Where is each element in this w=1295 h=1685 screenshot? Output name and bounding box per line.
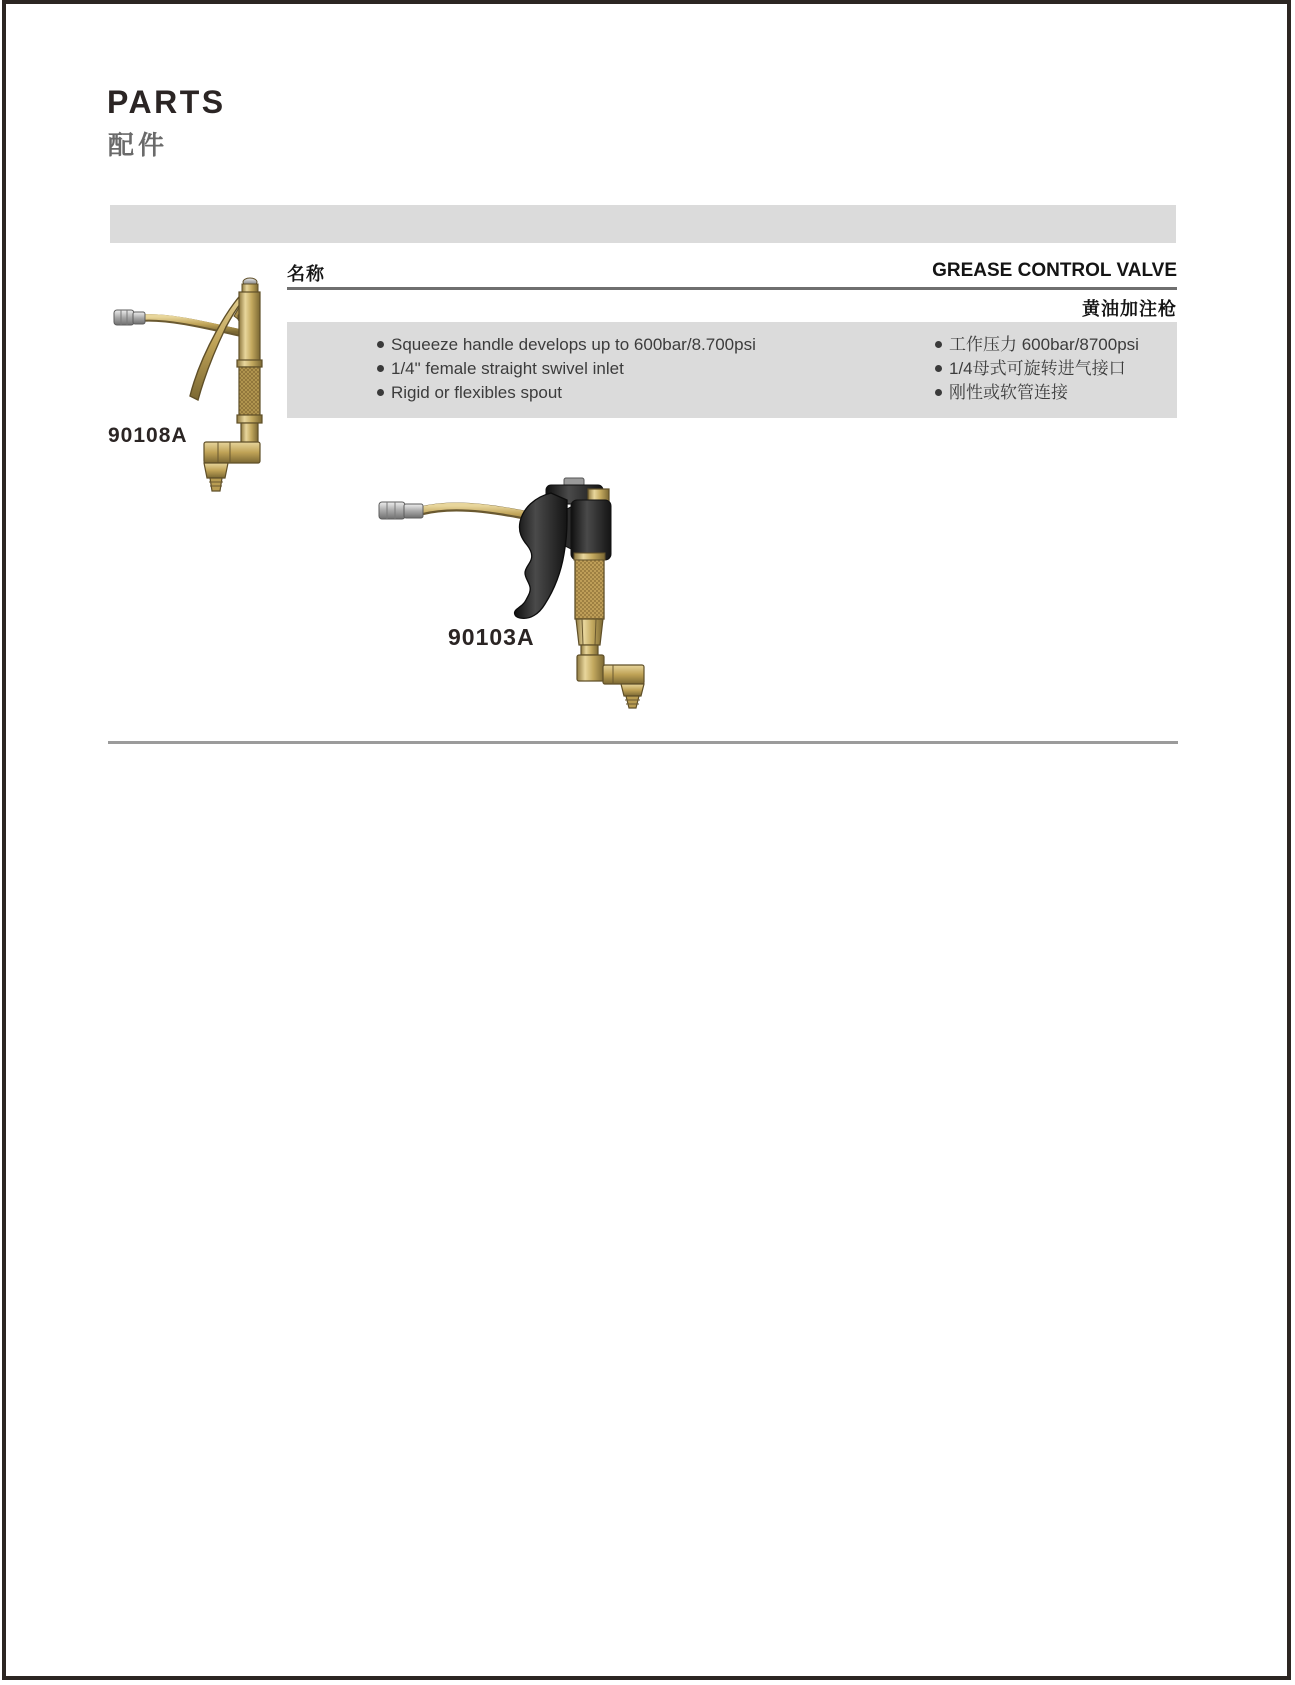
model-code-90103a: 90103A [448,624,535,650]
feature-text: Rigid or flexibles spout [391,383,563,402]
features-panel [287,322,1177,418]
header-underline [287,287,1177,290]
bullet-icon [377,389,384,396]
bullet-icon [935,365,942,372]
bullet-icon [377,365,384,372]
feature-item [377,357,756,381]
feature-text: 1/4" female straight swivel inlet [391,359,624,378]
bullet-icon [935,341,942,348]
feature-text: 工作压力 600bar/8700psi [949,335,1139,354]
product-name-english: GREASE CONTROL VALVE [932,260,1177,281]
model-code-90108a: 90108A [108,424,188,447]
product-image-90103a [355,445,650,715]
name-field-label: 名称 [287,264,325,284]
bullet-icon [377,341,384,348]
feature-text: 刚性或软管连接 [949,383,1068,402]
page-border [2,0,1291,1680]
feature-item [377,333,756,357]
section-divider [108,741,1178,744]
feature-text: Squeeze handle develops up to 600bar/8.700psi [391,335,756,354]
section-header-bar [110,205,1176,243]
bullet-icon [935,389,942,396]
product-image-90108a [100,270,275,500]
features-list-english [377,333,756,405]
features-list-chinese [935,333,1139,405]
page-title-chinese: 配件 [108,130,169,160]
feature-item [935,357,1139,381]
feature-text: 1/4母式可旋转进气接口 [949,359,1126,378]
feature-item [935,333,1139,357]
page-title: PARTS [107,84,226,120]
feature-item [377,381,756,405]
feature-item [935,381,1139,405]
product-name-chinese: 黄油加注枪 [1082,299,1177,319]
